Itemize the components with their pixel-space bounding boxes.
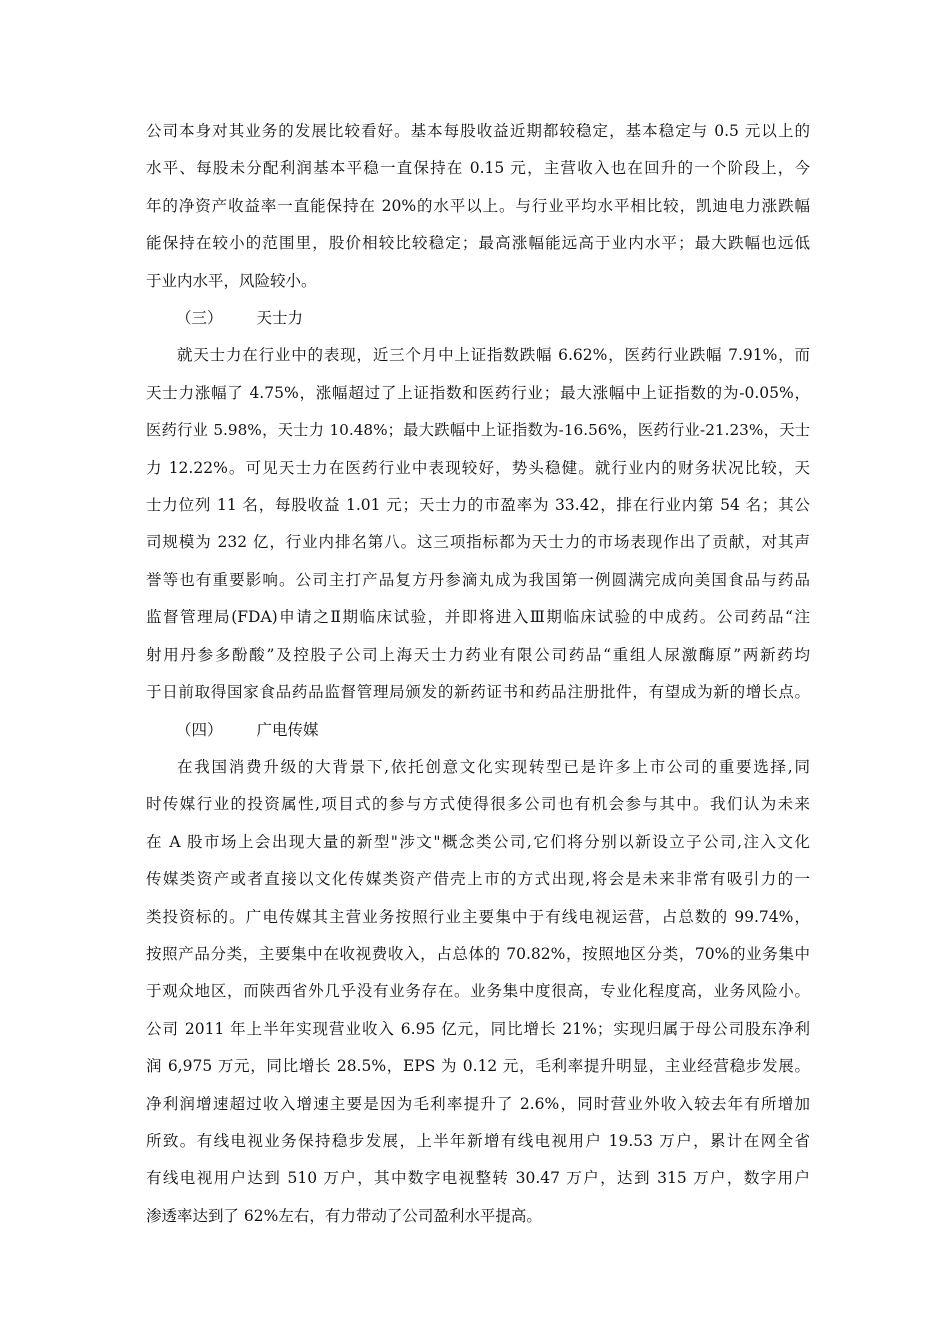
text-line: 誉等也有重要影响。公司主打产品复方丹参滴丸成为我国第一例圆满完成向美国食品与药品: [146, 570, 810, 589]
heading-number: （四）: [176, 720, 223, 739]
text-line: 公司 2011 年上半年实现营业收入 6.95 亿元，同比增长 21%；实现归属于母公司股东净利: [146, 1019, 810, 1038]
text-line: 士力位列 11 名，每股收益 1.01 元；天士力的市盈率为 33.42，排在行业内第 54 名；其公: [146, 496, 810, 515]
text-line: 年的净资产收益率一直能保持在 20%的水平以上。与行业平均水平相比较，凯迪电力涨跌幅: [146, 196, 810, 215]
text-line: 水平、每股未分配利润基本平稳一直保持在 0.15 元，主营收入也在回升的一个阶段上，今: [146, 159, 810, 178]
paragraph-kaidi: [146, 113, 810, 300]
text-line: 于日前取得国家食品药品监督管理局颁发的新药证书和药品注册批件，有望成为新的增长点。: [146, 683, 810, 702]
paragraph-guangdian: [146, 749, 810, 1235]
section-heading-tianshili: [146, 300, 810, 337]
text-line: 时传媒行业的投资属性,项目式的参与方式使得很多公司也有机会参与其中。我们认为未来: [146, 795, 810, 814]
heading-number: （三）: [176, 309, 223, 328]
section-heading-guangdian: [146, 712, 810, 749]
text-line: 在我国消费升级的大背景下,依托创意文化实现转型已是许多上市公司的重要选择,同: [177, 757, 810, 776]
text-line: 公司本身对其业务的发展比较看好。基本每股收益近期都较稳定，基本稳定与 0.5 元以上的: [146, 122, 810, 140]
text-line: 类投资标的。广电传媒其主营业务按照行业主要集中于有线电视运营，占总数的 99.74%，: [146, 907, 810, 926]
text-line: 在 A 股市场上会出现大量的新型"涉文"概念类公司,它们将分别以新设立子公司,注入文化: [146, 832, 810, 851]
paragraph-tianshili: [146, 337, 810, 711]
text-line: 能保持在较小的范围里，股价相较比较稳定；最高涨幅能远高于业内水平；最大跌幅也远低: [146, 234, 810, 253]
text-line: 净利润增速超过收入增速主要是因为毛利率提升了 2.6%，同时营业外收入较去年有所增加: [146, 1094, 810, 1113]
text-line: 润 6,975 万元，同比增长 28.5%，EPS 为 0.12 元，毛利率提升明显，主业经营稳步发展。: [146, 1057, 810, 1076]
text-line: 监督管理局(FDA)申请之Ⅱ期临床试验，并即将进入Ⅲ期临床试验的中成药。公司药品“注: [146, 608, 810, 627]
text-line: 渗透率达到了 62%左右，有力带动了公司盈利水平提高。: [146, 1206, 542, 1225]
text-line: 传媒类资产或者直接以文化传媒类资产借壳上市的方式出现,将会是未来非常有吸引力的一: [146, 870, 810, 889]
text-line: 所致。有线电视业务保持稳步发展，上半年新增有线电视用户 19.53 万户，累计在网全省: [146, 1131, 810, 1150]
document-page: [146, 113, 810, 1235]
text-line: 力 12.22%。可见天士力在医药行业中表现较好，势头稳健。就行业内的财务状况比较，天: [146, 458, 810, 477]
heading-title: 天士力: [256, 309, 304, 328]
text-line: 于观众地区，而陕西省外几乎没有业务存在。业务集中度很高，专业化程度高，业务风险小。: [146, 982, 810, 1001]
text-line: 天士力涨幅了 4.75%，涨幅超过了上证指数和医药行业；最大涨幅中上证指数的为-0.05%，: [146, 383, 810, 402]
text-line: 有线电视用户达到 510 万户，其中数字电视整转 30.47 万户，达到 315 万户，数字用户: [146, 1169, 810, 1188]
heading-title: 广电传媒: [256, 720, 319, 739]
text-line: 于业内水平，风险较小。: [146, 271, 317, 290]
text-line: 司规模为 232 亿，行业内排名第八。这三项指标都为天士力的市场表现作出了贡献，对其声: [146, 533, 810, 552]
text-line: 医药行业 5.98%，天士力 10.48%；最大跌幅中上证指数为-16.56%，医药行业-21.23%，天士: [146, 421, 810, 440]
text-line: 就天士力在行业中的表现，近三个月中上证指数跌幅 6.62%，医药行业跌幅 7.91%，而: [177, 346, 810, 365]
text-line: 按照产品分类，主要集中在收视费收入，占总体的 70.82%，按照地区分类，70%的业务集中: [146, 944, 810, 963]
text-line: 射用丹参多酚酸”及控股子公司上海天士力药业有限公司药品“重组人尿激酶原”两新药均: [146, 645, 810, 664]
